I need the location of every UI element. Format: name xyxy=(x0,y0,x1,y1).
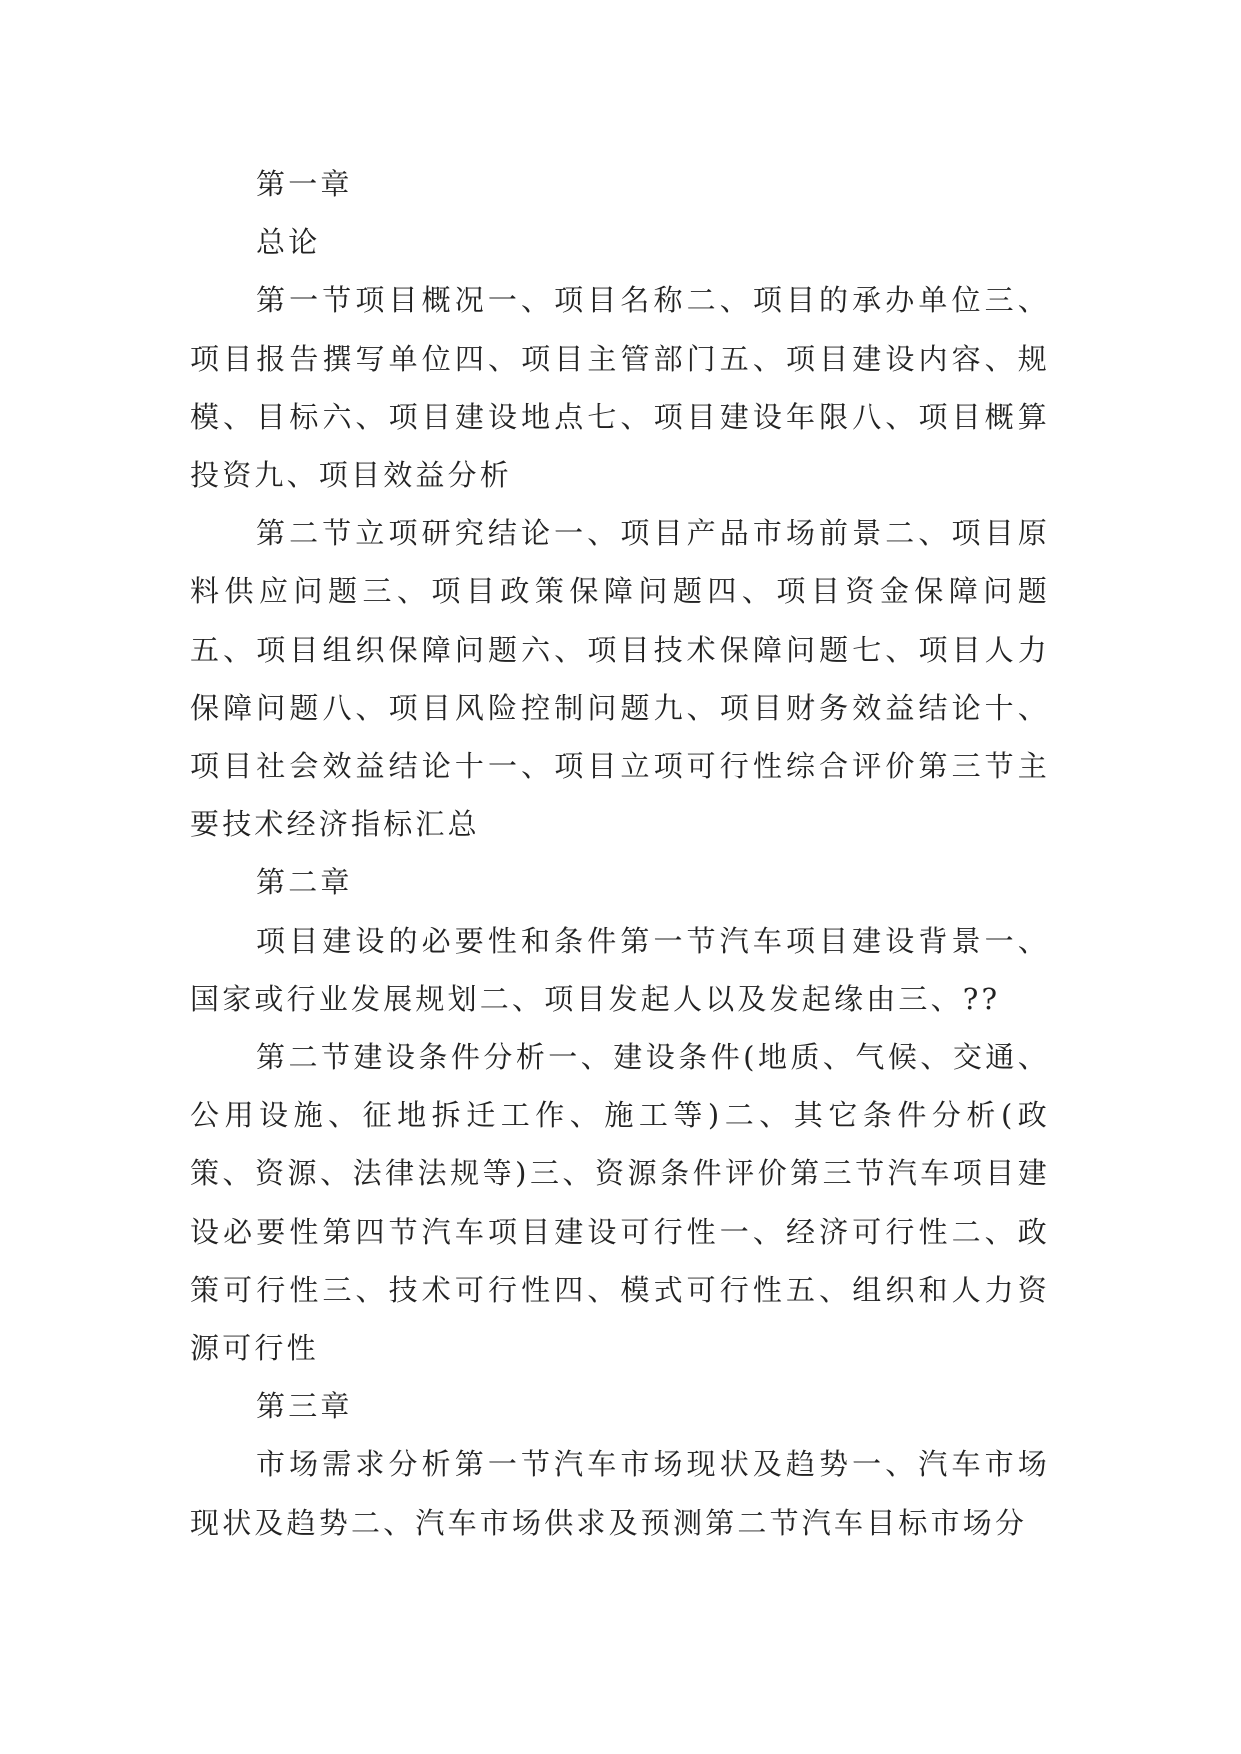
chapter-3-heading: 第三章 xyxy=(256,1389,353,1424)
chapter-2-intro-paragraph: 项目建设的必要性和条件第一节汽车项目建设背景一、国家或行业发展规划二、项目发起人以及发起缘由三、?? xyxy=(190,923,1050,1016)
chapter-2-heading: 第二章 xyxy=(256,865,353,900)
section-1-2-paragraph: 第二节立项研究结论一、项目产品市场前景二、项目原料供应问题三、项目政策保障问题四、项目资金保障问题五、项目组织保障问题六、项目技术保障问题七、项目人力保障问题八、项目风险控制问题九、项目财务效益结论十、项目社会效益结论十一、项目立项可行性综合评价第三节主要技术经济指标汇总 xyxy=(190,516,1050,842)
chapter-1-heading: 第一章 xyxy=(256,167,353,201)
chapter-3-intro-paragraph: 市场需求分析第一节汽车市场现状及趋势一、汽车市场现状及趋势二、汽车市场供求及预测第二节汽车目标市场分 xyxy=(190,1447,1050,1540)
section-1-1-paragraph: 第一节项目概况一、项目名称二、项目的承办单位三、项目报告撰写单位四、项目主管部门五、项目建设内容、规模、目标六、项目建设地点七、项目建设年限八、项目概算投资九、项目效益分析 xyxy=(190,283,1050,493)
document-page xyxy=(190,155,1050,1552)
section-2-2-paragraph: 第二节建设条件分析一、建设条件(地质、气候、交通、公用设施、征地拆迁工作、施工等)二、其它条件分析(政策、资源、法律法规等)三、资源条件评价第三节汽车项目建设必要性第四节汽车项目建设可行性一、经济可行性二、政策可行性三、技术可行性四、模式可行性五、组织和人力资源可行性 xyxy=(190,1040,1050,1366)
chapter-1-title: 总论 xyxy=(256,225,321,260)
